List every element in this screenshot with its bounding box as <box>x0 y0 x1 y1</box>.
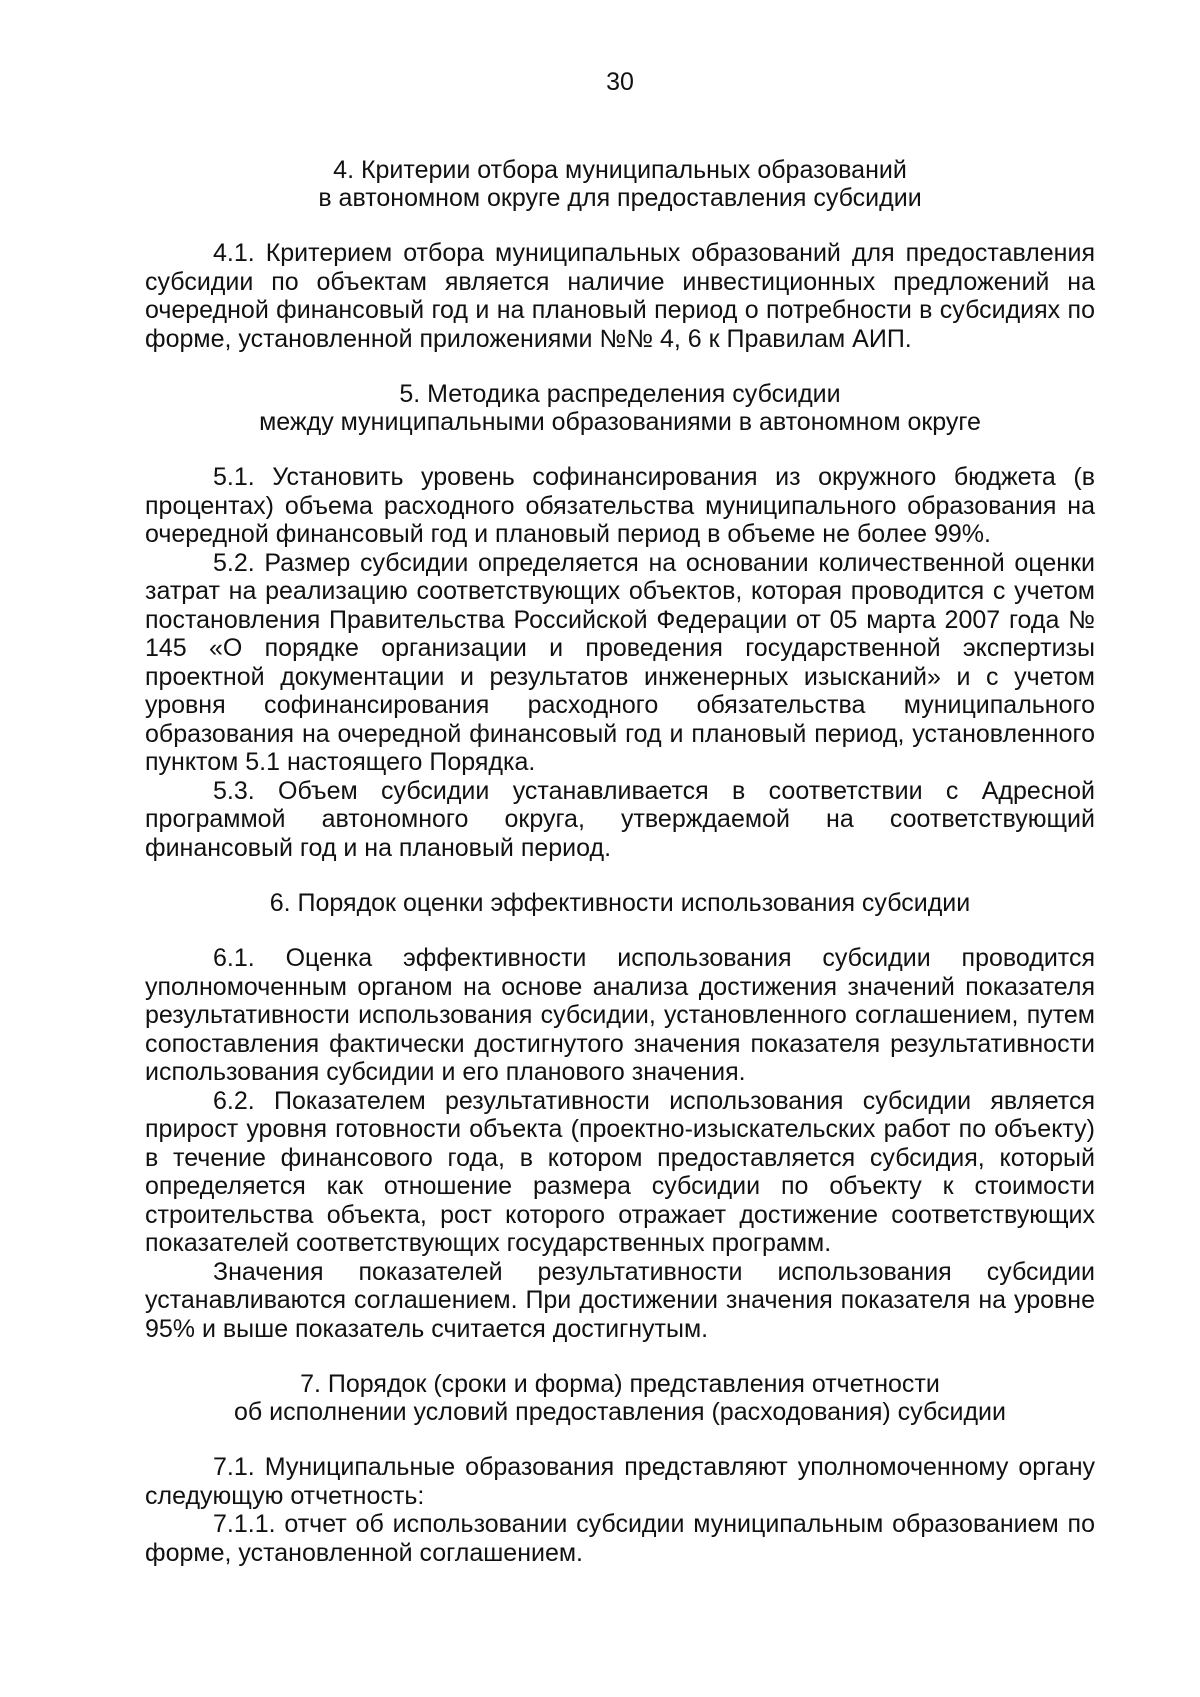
paragraph-7-1: 7.1. Муниципальные образования представляют уполномоченному органу следующую отчетность: <box>145 1453 1095 1510</box>
section-5-heading <box>145 380 1095 436</box>
section-7-heading <box>145 1370 1095 1426</box>
paragraph-6-1: 6.1. Оценка эффективности использования субсидии проводится уполномоченным органом на основе анализа достижения значений показателя результативности использования субсидии, установленного соглашением, путем сопоставления фактически достигнутого значения показателя результативности использования субсидии и его планового значения. <box>145 944 1095 1086</box>
page-number: 30 <box>606 68 634 96</box>
paragraph-4-1: 4.1. Критерием отбора муниципальных образований для предоставления субсидии по объектам является наличие инвестиционных предложений на очередной финансовый год и на плановый период о потребности в субсидиях по форме, установленной приложениями №№ 4, 6 к Правилам АИП. <box>145 239 1095 353</box>
paragraph-7-1-1: 7.1.1. отчет об использовании субсидии муниципальным образованием по форме, установленной соглашением. <box>145 1510 1095 1567</box>
section-heading-line: между муниципальными образованиями в автономном округе <box>259 408 981 436</box>
section-4-heading <box>145 156 1095 212</box>
section-heading-line: в автономном округе для предоставления субсидии <box>318 184 922 212</box>
section-heading-line: 7. Порядок (сроки и форма) представления отчетности <box>300 1370 940 1398</box>
section-6-heading <box>145 889 1095 917</box>
section-heading-line: 4. Критерии отбора муниципальных образований <box>333 156 907 184</box>
section-heading-line: 5. Методика распределения субсидии <box>399 380 841 408</box>
paragraph-5-3: 5.3. Объем субсидии устанавливается в соответствии с Адресной программой автономного округа, утверждаемой на соответствующий финансовый год и на плановый период. <box>145 776 1095 862</box>
paragraph-5-2: 5.2. Размер субсидии определяется на основании количественной оценки затрат на реализацию соответствующих объектов, которая проводится с учетом постановления Правительства Российской Федерации от 05 марта 2007 года № 145 «О порядке организации и проведения государственной экспертизы проектной документации и результатов инженерных изысканий» и с учетом уровня софинансирования расходного обязательства муниципального образования на очередной финансовый год и плановый период, установленного пунктом 5.1 настоящего Порядка. <box>145 548 1095 776</box>
paragraph-6-2: 6.2. Показателем результативности использования субсидии является прирост уровня готовности объекта (проектно-изыскательских работ по объекту) в течение финансового года, в котором предоставляется субсидия, который определяется как отношение размера субсидии по объекту к стоимости строительства объекта, рост которого отражает достижение соответствующих показателей соответствующих государственных программ. <box>145 1086 1095 1257</box>
paragraph-5-1: 5.1. Установить уровень софинансирования из окружного бюджета (в процентах) объема расходного обязательства муниципального образования на очередной финансовый год и плановый период в объеме не более 99%. <box>145 463 1095 548</box>
section-heading-line: об исполнении условий предоставления (расходования) субсидии <box>234 1398 1006 1426</box>
paragraph-6-2-values: Значения показателей результативности использования субсидии устанавливаются соглашением. При достижении значения показателя на уровне 95% и выше показатель считается достигнутым. <box>145 1257 1095 1343</box>
section-heading-line: 6. Порядок оценки эффективности использования субсидии <box>269 889 971 917</box>
